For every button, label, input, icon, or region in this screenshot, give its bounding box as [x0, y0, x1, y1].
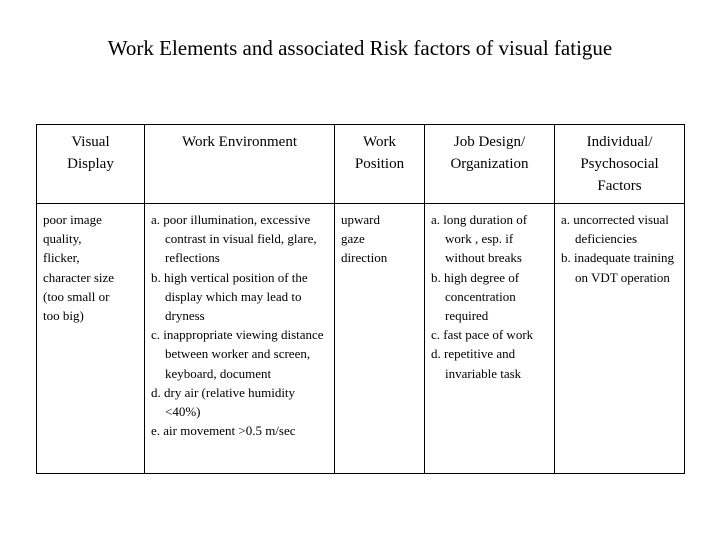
cell-line: gaze — [341, 231, 365, 247]
header-work-environment — [145, 125, 335, 204]
list-item: d. repetitive and invariable task — [431, 346, 522, 381]
list-item: b. high vertical position of the display which may lead to dryness — [151, 269, 308, 324]
slide-title: Work Elements and associated Risk factors of visual fatigue — [107, 36, 613, 60]
header-line: Individual/ — [586, 134, 653, 150]
list-item: d. dry air (relative humidity <40%) — [151, 384, 296, 420]
list-item: c. fast pace of work — [431, 327, 534, 343]
cell-work-environment — [145, 204, 335, 474]
cell-line: poor image — [43, 212, 102, 227]
cell-line: upward — [341, 212, 380, 227]
header-line: Display — [67, 156, 114, 172]
content-row — [37, 204, 685, 474]
list-item: b. inadequate training on VDT operation — [561, 250, 674, 285]
header-line: Work — [363, 134, 396, 150]
cell-line: character size — [43, 269, 115, 285]
header-line: Organization — [450, 156, 529, 172]
cell-line: (too small or — [43, 288, 110, 304]
cell-line: too big) — [43, 308, 84, 324]
header-individual-factors — [555, 125, 685, 204]
header-line: Visual — [71, 134, 110, 150]
header-line: Job Design/ — [453, 134, 526, 150]
header-job-design — [425, 125, 555, 204]
cell-individual-factors — [555, 204, 685, 474]
header-line: Position — [354, 156, 405, 172]
list-item: c. inappropriate viewing distance between worker and screen, keyboard, document — [151, 327, 324, 381]
list-item: e. air movement >0.5 m/sec — [151, 423, 296, 439]
cell-line: flicker, — [43, 250, 80, 266]
header-line: Work Environment — [181, 134, 298, 150]
cell-work-position — [335, 204, 425, 474]
header-row — [37, 125, 685, 204]
list-item: a. uncorrected visual deficiencies — [561, 212, 669, 247]
header-visual-display — [37, 125, 145, 204]
list-item: a. poor illumination, excessive contrast in visual field, glare, reflections — [151, 212, 317, 266]
list-item: a. long duration of work , esp. if without breaks — [431, 212, 528, 266]
risk-factors-table — [36, 124, 685, 474]
header-line: Factors — [597, 178, 642, 194]
cell-line: quality, — [43, 231, 82, 247]
cell-job-design — [425, 204, 555, 474]
cell-visual-display — [37, 204, 145, 474]
list-item: b. high degree of concentration required — [431, 269, 520, 324]
cell-line: direction — [341, 250, 388, 266]
header-work-position — [335, 125, 425, 204]
header-line: Psychosocial — [580, 156, 659, 172]
